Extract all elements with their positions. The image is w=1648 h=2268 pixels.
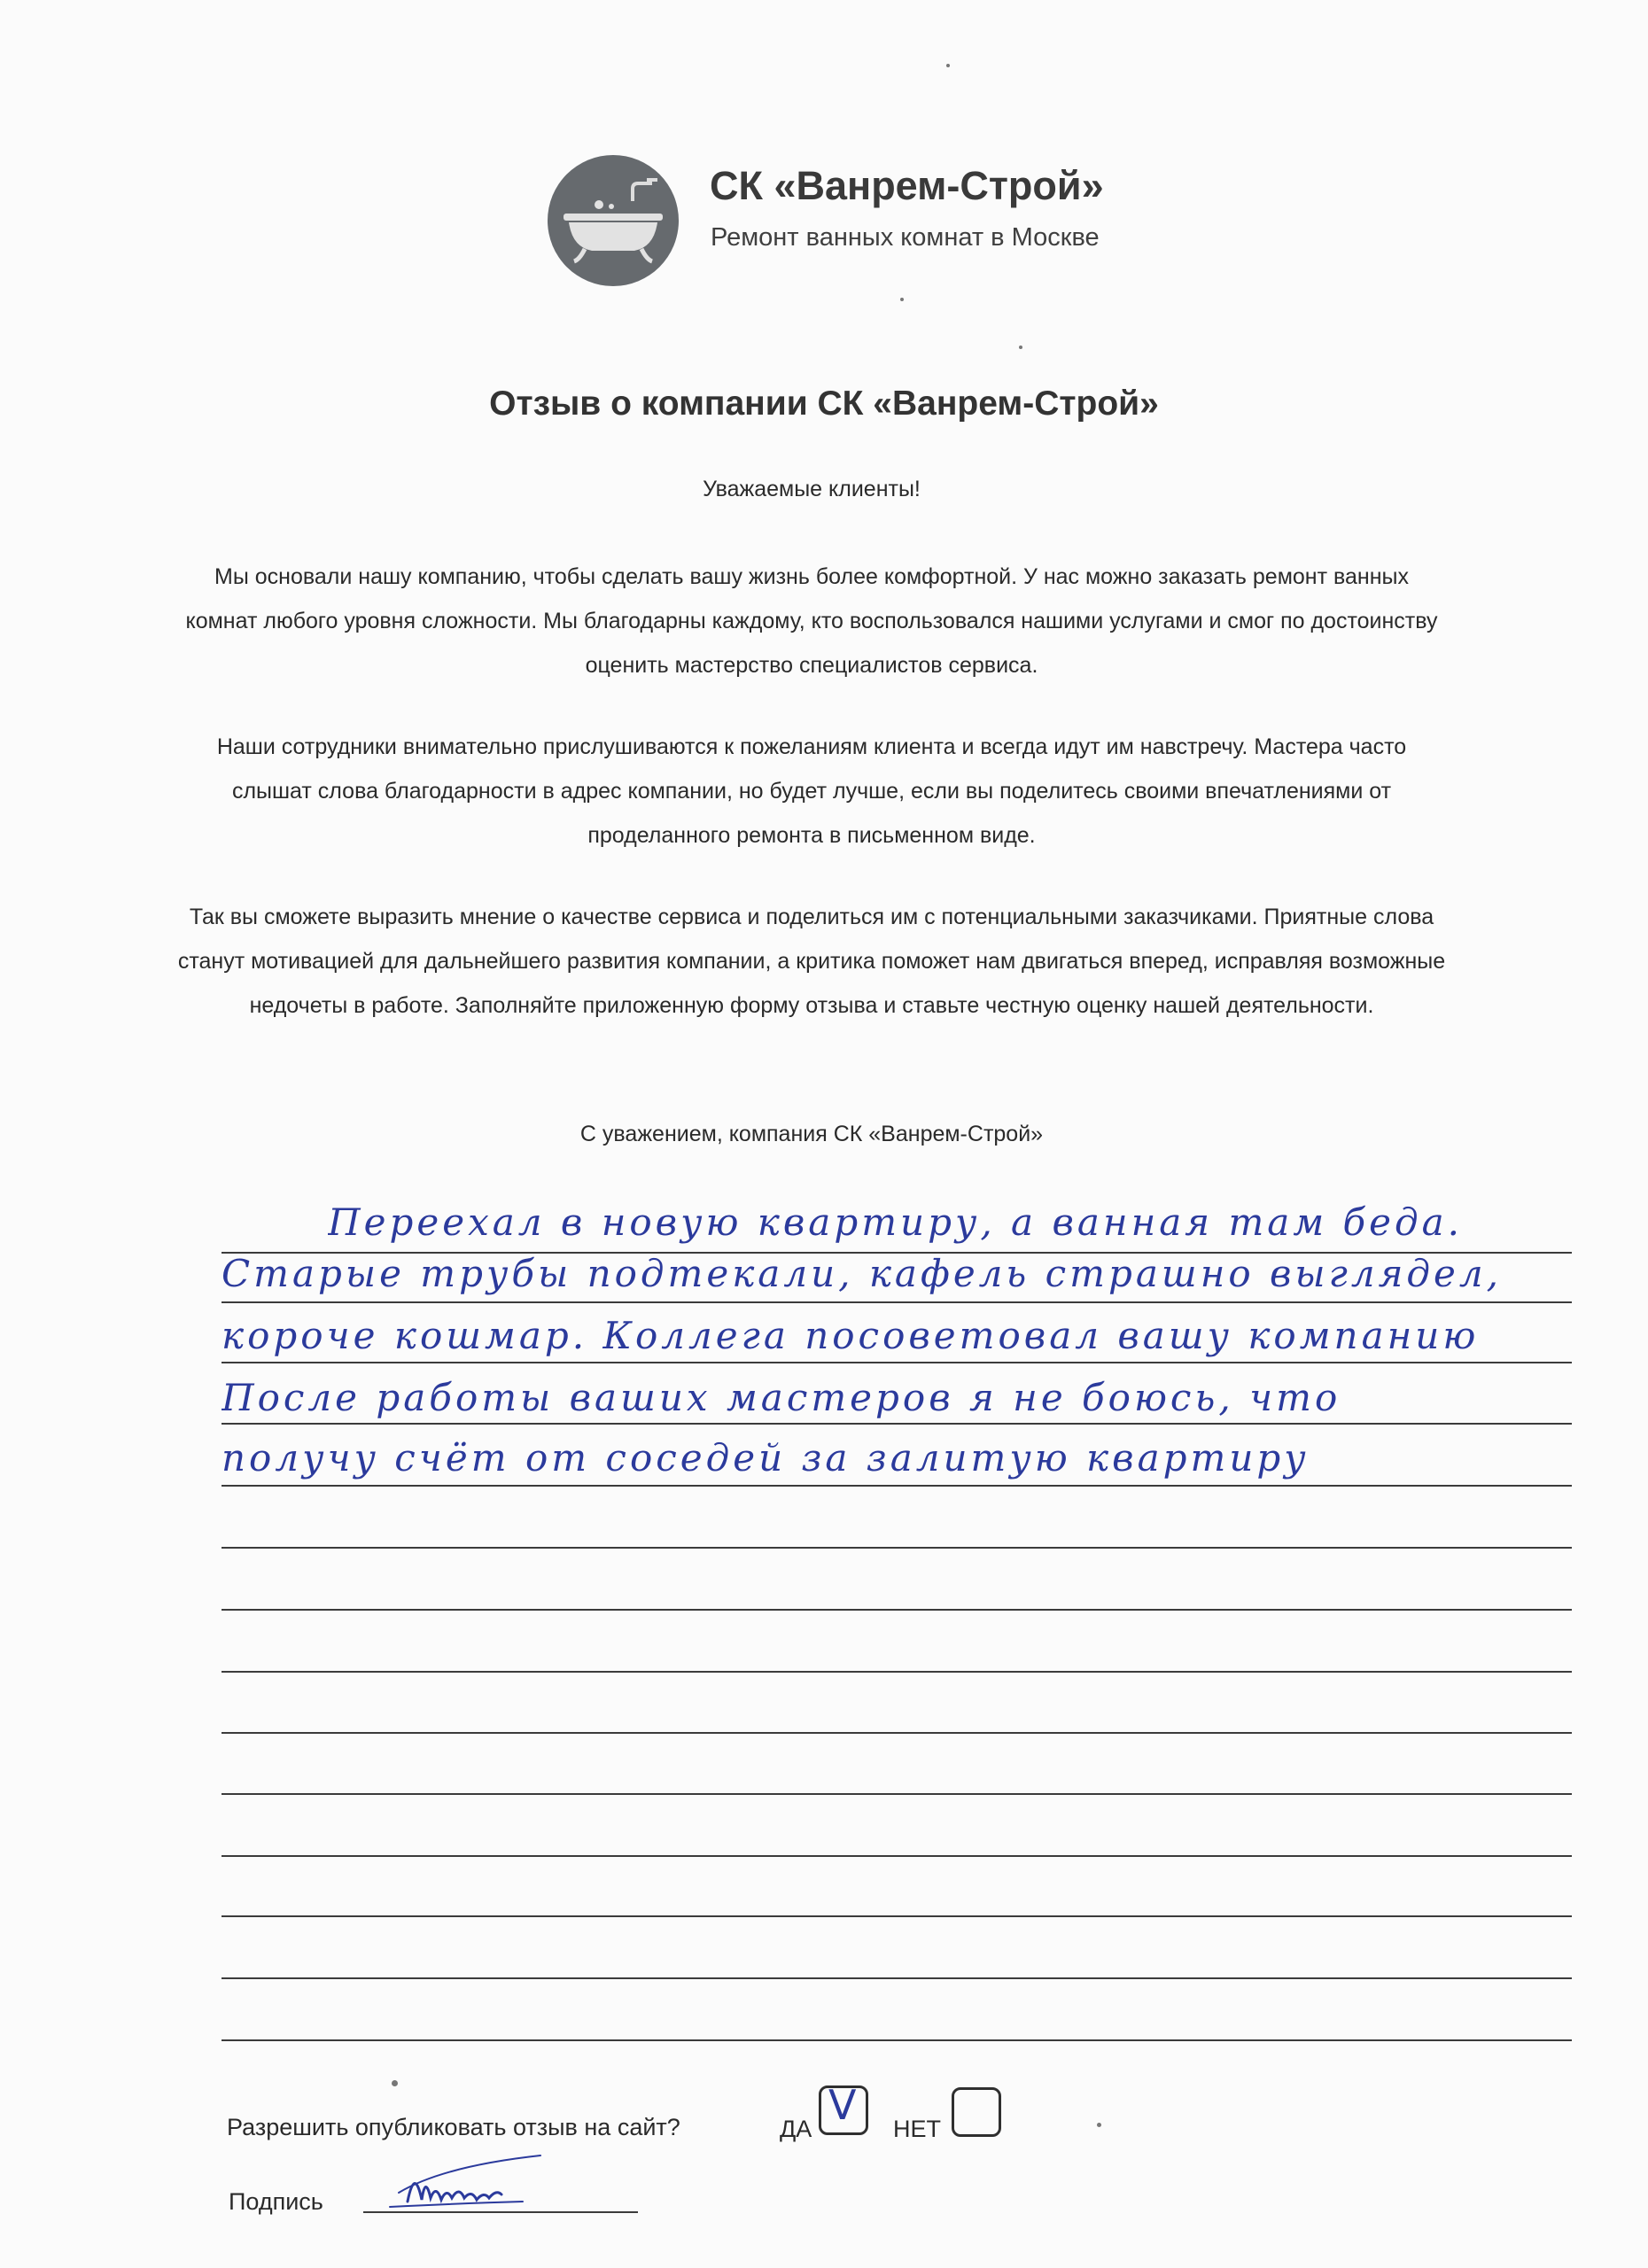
signature-label: Подпись xyxy=(229,2188,323,2215)
scan-speck xyxy=(1019,346,1022,349)
scan-speck xyxy=(1097,2123,1101,2127)
ruled-line xyxy=(222,1671,1572,1673)
publish-question: Разрешить опубликовать отзыв на сайт? xyxy=(227,2114,680,2140)
scan-speck xyxy=(946,64,950,67)
ruled-line xyxy=(222,1423,1572,1425)
ruled-line xyxy=(222,1977,1572,1979)
intro-paragraph-2: Наши сотрудники внимательно прислушиваются к пожеланиям клиента и всегда идут им навстречу. Мастера часто слышат слова благодарности в адрес компании, но будет лучше, если вы поделитесь своими впечатлениями от проделанного ремонта в письменном виде. xyxy=(216,734,1407,848)
bathtub-icon xyxy=(548,155,679,286)
closing-line: С уважением, компания СК «Ванрем-Строй» xyxy=(579,1122,1044,1146)
ruled-line xyxy=(222,2039,1572,2041)
company-logo xyxy=(548,151,1185,284)
ruled-line xyxy=(222,1547,1572,1549)
scan-speck xyxy=(900,298,904,301)
ruled-line xyxy=(222,1485,1572,1487)
greeting: Уважаемые клиенты! xyxy=(703,477,921,501)
ruled-line xyxy=(222,1793,1572,1795)
ruled-line xyxy=(222,1732,1572,1734)
no-checkbox[interactable] xyxy=(952,2087,1001,2137)
handwritten-review-line: получу счёт от соседей за залитую квартиру xyxy=(222,1436,1310,1480)
intro-paragraph-3: Так вы сможете выразить мнение о качестве сервиса и поделиться им с потенциальными заказчиками. Приятные слова станут мотивацией для дальнейшего развития компании, а критика поможет нам двигаться вперед, исправляя возможные недочеты в работе. Заполняйте приложенную форму отзыва и ставьте честную оценку нашей деятельности. xyxy=(177,905,1446,1018)
ruled-line xyxy=(222,1362,1572,1363)
ruled-line xyxy=(222,1855,1572,1857)
handwritten-review-line: После работы ваших мастеров я не боюсь, что xyxy=(222,1376,1341,1419)
ruled-line xyxy=(222,1301,1572,1303)
handwritten-review-line: Переехал в новую квартиру, а ванная там беда. xyxy=(328,1200,1464,1244)
handwritten-review-line: короче кошмар. Коллега посоветовал вашу компанию xyxy=(222,1314,1480,1357)
handwritten-signature xyxy=(372,2148,549,2219)
scan-speck xyxy=(392,2080,398,2086)
ruled-line xyxy=(222,1915,1572,1917)
no-label: НЕТ xyxy=(893,2116,941,2142)
handwritten-review-line: Старые трубы подтекали, кафель страшно выглядел, xyxy=(222,1252,1502,1295)
intro-paragraph-1: Мы основали нашу компанию, чтобы сделать вашу жизнь более комфортной. У нас можно заказать ремонт ванных комнат любого уровня сложности. Мы благодарны каждому, кто воспользовался нашими услугами и смог по достоинству оценить мастерство специалистов сервиса. xyxy=(185,564,1438,678)
ruled-line xyxy=(222,1609,1572,1611)
yes-checkbox[interactable] xyxy=(819,2081,868,2135)
brand-tagline: Ремонт ванных комнат в Москве xyxy=(711,223,1100,252)
yes-label: ДА xyxy=(780,2116,812,2142)
brand-name: СК «Ванрем-Строй» xyxy=(710,163,1104,208)
check-mark: V xyxy=(828,2081,857,2129)
page-title: Отзыв о компании СК «Ванрем-Строй» xyxy=(489,384,1159,423)
